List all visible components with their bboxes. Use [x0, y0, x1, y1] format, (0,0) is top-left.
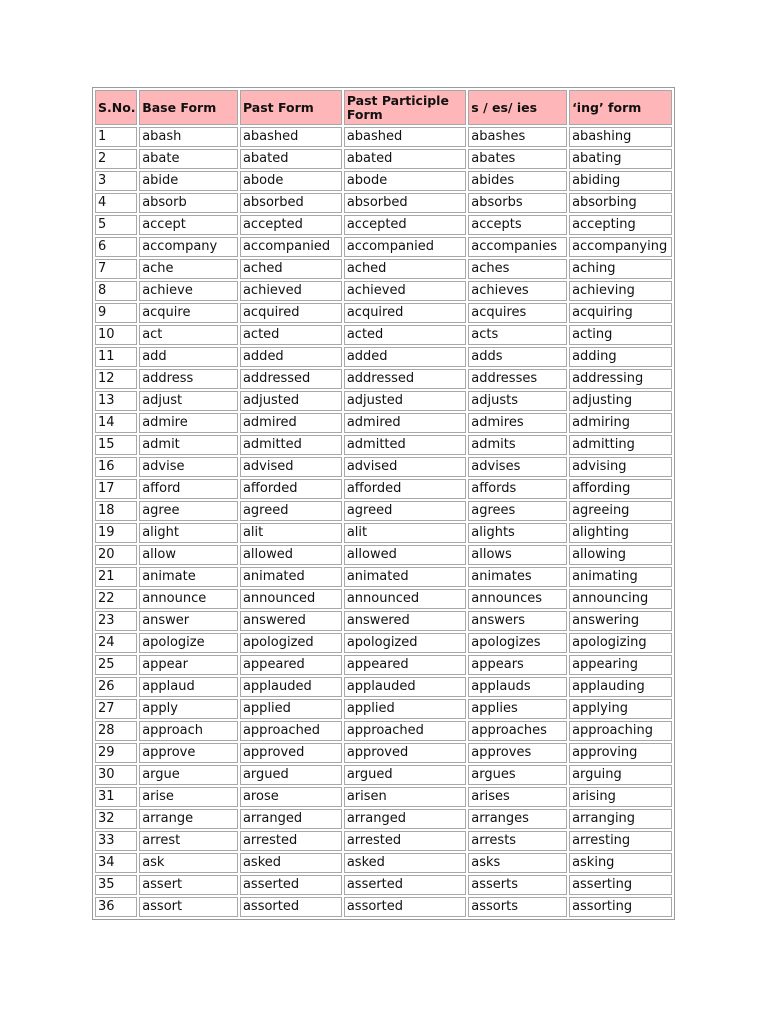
table-row	[95, 655, 672, 675]
table-row	[95, 149, 672, 169]
cell-past-form: allowed	[240, 545, 342, 565]
cell-sno: 9	[95, 303, 137, 323]
cell-s-es-ies: adjusts	[468, 391, 567, 411]
cell-past-participle: agreed	[344, 501, 466, 521]
cell-sno: 32	[95, 809, 137, 829]
table-row	[95, 259, 672, 279]
table-row	[95, 699, 672, 719]
cell-past-participle: argued	[344, 765, 466, 785]
cell-s-es-ies: applauds	[468, 677, 567, 697]
cell-ing-form: absorbing	[569, 193, 672, 213]
cell-past-form: apologized	[240, 633, 342, 653]
cell-s-es-ies: abashes	[468, 127, 567, 147]
cell-sno: 3	[95, 171, 137, 191]
cell-base-form: abash	[139, 127, 238, 147]
cell-past-form: absorbed	[240, 193, 342, 213]
cell-base-form: arrest	[139, 831, 238, 851]
cell-s-es-ies: approaches	[468, 721, 567, 741]
cell-past-participle: accepted	[344, 215, 466, 235]
cell-past-form: added	[240, 347, 342, 367]
cell-past-participle: applauded	[344, 677, 466, 697]
cell-s-es-ies: acquires	[468, 303, 567, 323]
cell-base-form: admire	[139, 413, 238, 433]
cell-past-form: adjusted	[240, 391, 342, 411]
cell-ing-form: achieving	[569, 281, 672, 301]
cell-s-es-ies: arrests	[468, 831, 567, 851]
table-row	[95, 237, 672, 257]
cell-past-participle: ached	[344, 259, 466, 279]
table-row	[95, 281, 672, 301]
cell-sno: 8	[95, 281, 137, 301]
cell-base-form: answer	[139, 611, 238, 631]
cell-past-form: admitted	[240, 435, 342, 455]
cell-sno: 24	[95, 633, 137, 653]
cell-base-form: address	[139, 369, 238, 389]
cell-ing-form: accompanying	[569, 237, 672, 257]
cell-base-form: advise	[139, 457, 238, 477]
cell-sno: 36	[95, 897, 137, 917]
cell-sno: 7	[95, 259, 137, 279]
cell-ing-form: acquiring	[569, 303, 672, 323]
cell-base-form: arrange	[139, 809, 238, 829]
table-row	[95, 391, 672, 411]
cell-past-form: animated	[240, 567, 342, 587]
header-row	[95, 90, 672, 125]
cell-ing-form: arranging	[569, 809, 672, 829]
cell-base-form: applaud	[139, 677, 238, 697]
cell-past-form: arranged	[240, 809, 342, 829]
table-row	[95, 633, 672, 653]
cell-ing-form: apologizing	[569, 633, 672, 653]
cell-ing-form: assorting	[569, 897, 672, 917]
cell-past-participle: abode	[344, 171, 466, 191]
cell-base-form: ask	[139, 853, 238, 873]
cell-sno: 31	[95, 787, 137, 807]
cell-past-participle: approached	[344, 721, 466, 741]
header-base-form: Base Form	[139, 90, 238, 125]
cell-past-participle: adjusted	[344, 391, 466, 411]
cell-sno: 11	[95, 347, 137, 367]
cell-base-form: agree	[139, 501, 238, 521]
cell-base-form: achieve	[139, 281, 238, 301]
table-row	[95, 611, 672, 631]
table-row	[95, 567, 672, 587]
header-s-es-ies: s / es/ ies	[468, 90, 567, 125]
cell-ing-form: affording	[569, 479, 672, 499]
cell-past-form: abashed	[240, 127, 342, 147]
cell-base-form: abide	[139, 171, 238, 191]
cell-ing-form: advising	[569, 457, 672, 477]
cell-base-form: animate	[139, 567, 238, 587]
cell-past-form: advised	[240, 457, 342, 477]
cell-past-form: approved	[240, 743, 342, 763]
cell-past-participle: approved	[344, 743, 466, 763]
cell-s-es-ies: apologizes	[468, 633, 567, 653]
cell-s-es-ies: absorbs	[468, 193, 567, 213]
cell-base-form: approach	[139, 721, 238, 741]
cell-s-es-ies: allows	[468, 545, 567, 565]
cell-base-form: apply	[139, 699, 238, 719]
cell-sno: 6	[95, 237, 137, 257]
table-row	[95, 215, 672, 235]
cell-ing-form: agreeing	[569, 501, 672, 521]
cell-base-form: argue	[139, 765, 238, 785]
cell-base-form: alight	[139, 523, 238, 543]
cell-base-form: admit	[139, 435, 238, 455]
cell-s-es-ies: addresses	[468, 369, 567, 389]
cell-past-participle: acted	[344, 325, 466, 345]
cell-s-es-ies: abides	[468, 171, 567, 191]
table-row	[95, 435, 672, 455]
cell-s-es-ies: adds	[468, 347, 567, 367]
cell-base-form: arise	[139, 787, 238, 807]
cell-s-es-ies: assorts	[468, 897, 567, 917]
cell-past-form: accepted	[240, 215, 342, 235]
cell-s-es-ies: aches	[468, 259, 567, 279]
cell-s-es-ies: admires	[468, 413, 567, 433]
cell-s-es-ies: asserts	[468, 875, 567, 895]
cell-sno: 1	[95, 127, 137, 147]
table-row	[95, 809, 672, 829]
cell-s-es-ies: abates	[468, 149, 567, 169]
cell-ing-form: allowing	[569, 545, 672, 565]
cell-base-form: accompany	[139, 237, 238, 257]
table-row	[95, 369, 672, 389]
cell-ing-form: arresting	[569, 831, 672, 851]
cell-past-participle: abated	[344, 149, 466, 169]
cell-sno: 13	[95, 391, 137, 411]
cell-ing-form: aching	[569, 259, 672, 279]
table-row	[95, 127, 672, 147]
cell-past-form: asserted	[240, 875, 342, 895]
cell-ing-form: accepting	[569, 215, 672, 235]
table-row	[95, 677, 672, 697]
table-row	[95, 347, 672, 367]
cell-base-form: acquire	[139, 303, 238, 323]
cell-sno: 10	[95, 325, 137, 345]
cell-s-es-ies: agrees	[468, 501, 567, 521]
cell-ing-form: arguing	[569, 765, 672, 785]
cell-past-participle: arrested	[344, 831, 466, 851]
cell-s-es-ies: answers	[468, 611, 567, 631]
cell-s-es-ies: alights	[468, 523, 567, 543]
cell-sno: 27	[95, 699, 137, 719]
cell-sno: 18	[95, 501, 137, 521]
cell-past-form: answered	[240, 611, 342, 631]
cell-past-form: appeared	[240, 655, 342, 675]
cell-ing-form: admitting	[569, 435, 672, 455]
cell-past-participle: absorbed	[344, 193, 466, 213]
cell-base-form: accept	[139, 215, 238, 235]
cell-past-participle: animated	[344, 567, 466, 587]
cell-base-form: absorb	[139, 193, 238, 213]
cell-past-form: acquired	[240, 303, 342, 323]
cell-ing-form: abashing	[569, 127, 672, 147]
cell-ing-form: approaching	[569, 721, 672, 741]
cell-ing-form: arising	[569, 787, 672, 807]
cell-past-form: abode	[240, 171, 342, 191]
cell-base-form: adjust	[139, 391, 238, 411]
cell-base-form: assort	[139, 897, 238, 917]
cell-s-es-ies: accepts	[468, 215, 567, 235]
table-row	[95, 171, 672, 191]
table-header	[95, 90, 672, 125]
cell-s-es-ies: admits	[468, 435, 567, 455]
table-row	[95, 523, 672, 543]
header-sno: S.No.	[95, 90, 137, 125]
cell-sno: 5	[95, 215, 137, 235]
cell-past-participle: achieved	[344, 281, 466, 301]
cell-sno: 17	[95, 479, 137, 499]
cell-sno: 28	[95, 721, 137, 741]
table-row	[95, 853, 672, 873]
cell-past-form: accompanied	[240, 237, 342, 257]
cell-sno: 30	[95, 765, 137, 785]
cell-past-form: alit	[240, 523, 342, 543]
cell-past-participle: apologized	[344, 633, 466, 653]
cell-sno: 26	[95, 677, 137, 697]
cell-base-form: appear	[139, 655, 238, 675]
header-past-form: Past Form	[240, 90, 342, 125]
cell-s-es-ies: arranges	[468, 809, 567, 829]
cell-sno: 22	[95, 589, 137, 609]
cell-base-form: add	[139, 347, 238, 367]
cell-past-participle: answered	[344, 611, 466, 631]
cell-past-participle: addressed	[344, 369, 466, 389]
verb-forms-table	[92, 87, 675, 920]
cell-past-participle: appeared	[344, 655, 466, 675]
table-row	[95, 875, 672, 895]
cell-past-form: argued	[240, 765, 342, 785]
table-row	[95, 325, 672, 345]
cell-past-form: achieved	[240, 281, 342, 301]
cell-past-form: admired	[240, 413, 342, 433]
cell-past-participle: alit	[344, 523, 466, 543]
cell-sno: 34	[95, 853, 137, 873]
cell-ing-form: answering	[569, 611, 672, 631]
cell-base-form: announce	[139, 589, 238, 609]
cell-ing-form: approving	[569, 743, 672, 763]
cell-past-form: abated	[240, 149, 342, 169]
cell-past-participle: arisen	[344, 787, 466, 807]
cell-s-es-ies: animates	[468, 567, 567, 587]
table-row	[95, 743, 672, 763]
cell-sno: 4	[95, 193, 137, 213]
cell-s-es-ies: acts	[468, 325, 567, 345]
cell-past-form: acted	[240, 325, 342, 345]
cell-sno: 16	[95, 457, 137, 477]
cell-s-es-ies: appears	[468, 655, 567, 675]
cell-s-es-ies: arises	[468, 787, 567, 807]
table-row	[95, 589, 672, 609]
cell-ing-form: asking	[569, 853, 672, 873]
cell-s-es-ies: applies	[468, 699, 567, 719]
table-row	[95, 193, 672, 213]
cell-past-form: approached	[240, 721, 342, 741]
cell-ing-form: applauding	[569, 677, 672, 697]
cell-sno: 14	[95, 413, 137, 433]
cell-ing-form: adding	[569, 347, 672, 367]
cell-ing-form: announcing	[569, 589, 672, 609]
cell-ing-form: animating	[569, 567, 672, 587]
table-row	[95, 303, 672, 323]
cell-ing-form: appearing	[569, 655, 672, 675]
cell-sno: 2	[95, 149, 137, 169]
table-row	[95, 765, 672, 785]
table-body	[95, 127, 672, 917]
cell-past-participle: abashed	[344, 127, 466, 147]
cell-past-participle: applied	[344, 699, 466, 719]
cell-past-participle: arranged	[344, 809, 466, 829]
cell-past-form: ached	[240, 259, 342, 279]
cell-ing-form: applying	[569, 699, 672, 719]
header-ing-form: ‘ing’ form	[569, 90, 672, 125]
cell-ing-form: adjusting	[569, 391, 672, 411]
cell-past-participle: acquired	[344, 303, 466, 323]
cell-s-es-ies: announces	[468, 589, 567, 609]
cell-past-form: applied	[240, 699, 342, 719]
cell-past-participle: afforded	[344, 479, 466, 499]
cell-past-form: arose	[240, 787, 342, 807]
cell-sno: 12	[95, 369, 137, 389]
cell-past-form: afforded	[240, 479, 342, 499]
cell-past-participle: admired	[344, 413, 466, 433]
cell-base-form: abate	[139, 149, 238, 169]
cell-s-es-ies: asks	[468, 853, 567, 873]
cell-sno: 21	[95, 567, 137, 587]
cell-base-form: allow	[139, 545, 238, 565]
table-row	[95, 897, 672, 917]
cell-past-form: assorted	[240, 897, 342, 917]
cell-base-form: act	[139, 325, 238, 345]
cell-ing-form: addressing	[569, 369, 672, 389]
cell-base-form: afford	[139, 479, 238, 499]
table-row	[95, 831, 672, 851]
cell-past-participle: announced	[344, 589, 466, 609]
cell-past-participle: admitted	[344, 435, 466, 455]
cell-base-form: apologize	[139, 633, 238, 653]
cell-sno: 29	[95, 743, 137, 763]
cell-past-participle: asked	[344, 853, 466, 873]
cell-ing-form: abating	[569, 149, 672, 169]
cell-base-form: approve	[139, 743, 238, 763]
table-row	[95, 413, 672, 433]
cell-past-form: asked	[240, 853, 342, 873]
table-row	[95, 457, 672, 477]
cell-ing-form: abiding	[569, 171, 672, 191]
cell-ing-form: alighting	[569, 523, 672, 543]
cell-past-form: agreed	[240, 501, 342, 521]
cell-past-participle: asserted	[344, 875, 466, 895]
cell-s-es-ies: approves	[468, 743, 567, 763]
cell-past-form: addressed	[240, 369, 342, 389]
cell-past-participle: accompanied	[344, 237, 466, 257]
cell-s-es-ies: achieves	[468, 281, 567, 301]
cell-s-es-ies: accompanies	[468, 237, 567, 257]
cell-ing-form: acting	[569, 325, 672, 345]
cell-s-es-ies: argues	[468, 765, 567, 785]
table-row	[95, 479, 672, 499]
cell-sno: 15	[95, 435, 137, 455]
cell-past-participle: allowed	[344, 545, 466, 565]
table-row	[95, 501, 672, 521]
header-past-participle-form: Past Participle Form	[344, 90, 466, 125]
cell-ing-form: asserting	[569, 875, 672, 895]
cell-past-form: announced	[240, 589, 342, 609]
cell-sno: 19	[95, 523, 137, 543]
cell-past-participle: added	[344, 347, 466, 367]
cell-sno: 25	[95, 655, 137, 675]
cell-past-form: arrested	[240, 831, 342, 851]
cell-ing-form: admiring	[569, 413, 672, 433]
table-row	[95, 721, 672, 741]
cell-sno: 35	[95, 875, 137, 895]
table-row	[95, 545, 672, 565]
cell-base-form: assert	[139, 875, 238, 895]
cell-past-form: applauded	[240, 677, 342, 697]
cell-sno: 33	[95, 831, 137, 851]
table-row	[95, 787, 672, 807]
cell-sno: 20	[95, 545, 137, 565]
cell-s-es-ies: advises	[468, 457, 567, 477]
cell-base-form: ache	[139, 259, 238, 279]
cell-past-participle: assorted	[344, 897, 466, 917]
cell-past-participle: advised	[344, 457, 466, 477]
cell-sno: 23	[95, 611, 137, 631]
cell-s-es-ies: affords	[468, 479, 567, 499]
